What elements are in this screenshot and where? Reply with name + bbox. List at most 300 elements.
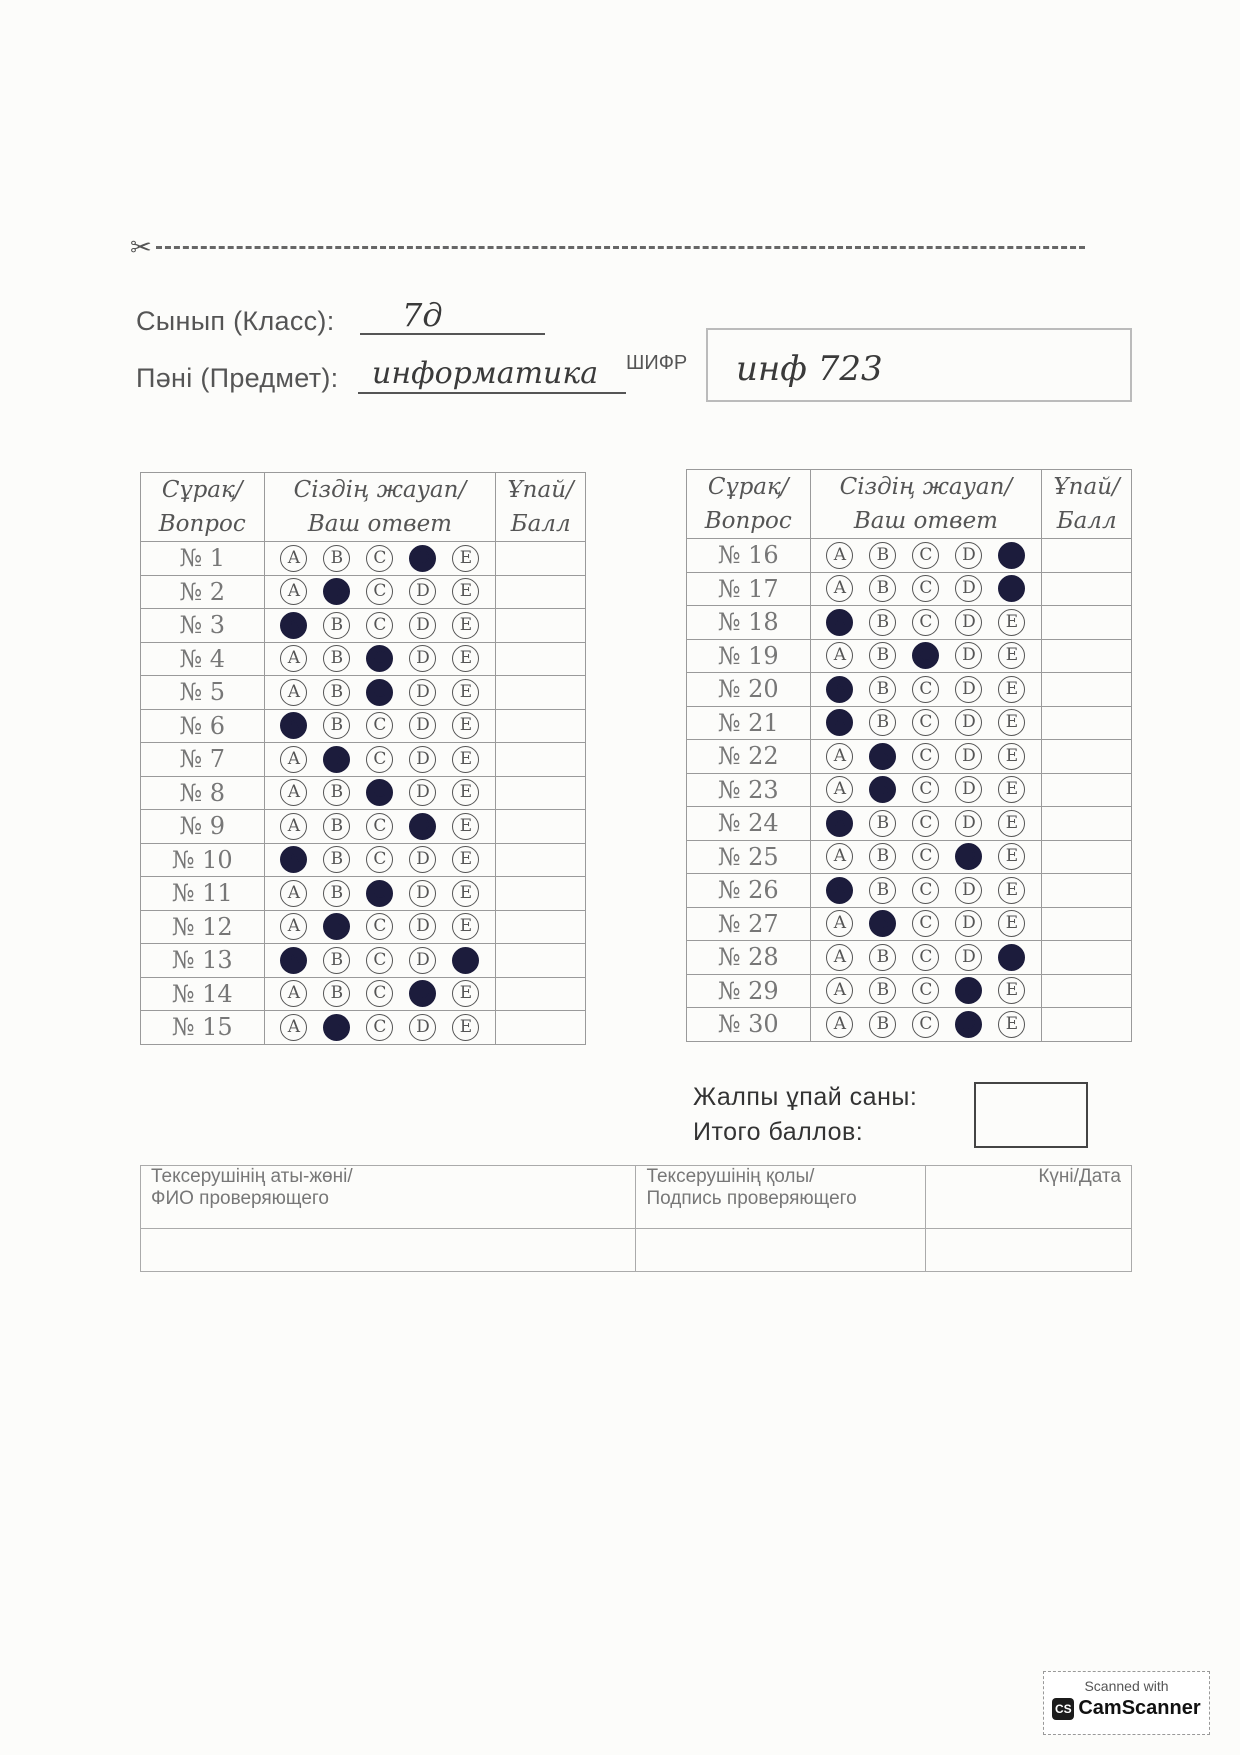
question-number: № 21 <box>687 706 811 740</box>
score-cell[interactable] <box>1042 807 1132 841</box>
answer-bubble-a[interactable]: A <box>826 810 853 837</box>
score-cell[interactable] <box>496 709 586 743</box>
score-cell[interactable] <box>1042 874 1132 908</box>
answer-row <box>687 639 1132 673</box>
answer-bubble-c[interactable]: C <box>366 578 393 605</box>
answer-bubble-c[interactable]: C <box>912 977 939 1004</box>
answer-bubble-e[interactable]: E <box>452 980 479 1007</box>
answer-bubble-d[interactable]: D <box>409 1014 436 1041</box>
answer-options <box>810 572 1042 606</box>
question-number: № 18 <box>687 606 811 640</box>
answer-bubble-a[interactable]: A <box>826 910 853 937</box>
question-header: Сұрақ/ Вопрос <box>141 473 265 542</box>
answer-bubble-d[interactable]: D <box>409 545 436 572</box>
question-number: № 28 <box>687 941 811 975</box>
answer-bubble-c[interactable]: C <box>366 947 393 974</box>
question-number: № 30 <box>687 1008 811 1042</box>
answer-options <box>810 673 1042 707</box>
score-cell[interactable] <box>496 776 586 810</box>
score-cell[interactable] <box>1042 572 1132 606</box>
score-cell[interactable] <box>1042 639 1132 673</box>
answer-row <box>687 907 1132 941</box>
answer-options <box>264 944 496 978</box>
answer-options <box>264 843 496 877</box>
answer-bubble-b[interactable]: B <box>869 776 896 803</box>
question-number: № 7 <box>141 743 265 777</box>
answer-bubble-e[interactable]: E <box>998 1011 1025 1038</box>
answer-bubble-a[interactable]: A <box>280 779 307 806</box>
answer-bubble-a[interactable]: A <box>280 1014 307 1041</box>
answer-bubble-d[interactable]: D <box>409 880 436 907</box>
answer-row <box>687 572 1132 606</box>
answer-bubble-e[interactable]: E <box>452 813 479 840</box>
answer-options <box>264 642 496 676</box>
answer-row <box>687 874 1132 908</box>
answer-bubble-e[interactable]: E <box>998 877 1025 904</box>
question-number: № 10 <box>141 843 265 877</box>
answer-options <box>264 609 496 643</box>
answer-bubble-e[interactable]: E <box>452 645 479 672</box>
question-header: Сұрақ/ Вопрос <box>687 470 811 539</box>
answer-row <box>141 843 586 877</box>
answer-bubble-c[interactable]: C <box>912 1011 939 1038</box>
answer-bubble-a[interactable]: A <box>826 776 853 803</box>
answer-row <box>141 810 586 844</box>
score-cell[interactable] <box>496 910 586 944</box>
answer-bubble-d[interactable]: D <box>955 542 982 569</box>
class-label: Сынып (Класс): <box>136 306 335 336</box>
score-cell[interactable] <box>1042 907 1132 941</box>
question-number: № 27 <box>687 907 811 941</box>
question-number: № 24 <box>687 807 811 841</box>
answer-options <box>810 907 1042 941</box>
answer-bubble-d[interactable]: D <box>409 947 436 974</box>
answer-bubble-b[interactable]: B <box>323 645 350 672</box>
answer-bubble-a[interactable]: A <box>280 645 307 672</box>
answer-bubble-d[interactable]: D <box>409 645 436 672</box>
answer-bubble-a[interactable]: A <box>280 913 307 940</box>
answer-row <box>687 1008 1132 1042</box>
answer-row <box>687 673 1132 707</box>
answer-bubble-a[interactable]: A <box>826 676 853 703</box>
answer-row <box>687 807 1132 841</box>
answer-options <box>264 776 496 810</box>
answer-table-right <box>686 469 1132 1042</box>
question-number: № 14 <box>141 977 265 1011</box>
answer-bubble-c[interactable]: C <box>912 944 939 971</box>
question-number: № 8 <box>141 776 265 810</box>
answer-bubble-e[interactable]: E <box>452 746 479 773</box>
answer-bubble-c[interactable]: C <box>912 709 939 736</box>
answer-bubble-a[interactable]: A <box>826 709 853 736</box>
answer-bubble-a[interactable]: A <box>826 843 853 870</box>
answer-bubble-e[interactable]: E <box>998 609 1025 636</box>
score-cell[interactable] <box>496 676 586 710</box>
answer-bubble-e[interactable]: E <box>998 944 1025 971</box>
answer-bubble-d[interactable]: D <box>955 642 982 669</box>
answer-bubble-b[interactable]: B <box>869 575 896 602</box>
answer-bubble-d[interactable]: D <box>409 980 436 1007</box>
answer-row <box>141 575 586 609</box>
answer-bubble-c[interactable]: C <box>912 877 939 904</box>
score-cell[interactable] <box>1042 941 1132 975</box>
answer-bubble-b[interactable]: B <box>869 1011 896 1038</box>
subject-value[interactable]: информатика <box>372 356 599 391</box>
question-number: № 19 <box>687 639 811 673</box>
answer-row <box>141 776 586 810</box>
answer-bubble-e[interactable]: E <box>998 575 1025 602</box>
question-number: № 2 <box>141 575 265 609</box>
answer-bubble-a[interactable]: A <box>826 642 853 669</box>
answer-bubble-a[interactable]: A <box>280 846 307 873</box>
answer-bubble-e[interactable]: E <box>452 880 479 907</box>
answer-row <box>687 706 1132 740</box>
answer-bubble-b[interactable]: B <box>323 578 350 605</box>
answer-header: Сіздің жауап/ Ваш ответ <box>810 470 1042 539</box>
answer-options <box>810 1008 1042 1042</box>
answer-bubble-d[interactable]: D <box>955 877 982 904</box>
question-number: № 25 <box>687 840 811 874</box>
answer-bubble-c[interactable]: C <box>366 746 393 773</box>
answer-bubble-e[interactable]: E <box>998 977 1025 1004</box>
answer-bubble-c[interactable]: C <box>912 676 939 703</box>
answer-header: Сіздің жауап/ Ваш ответ <box>264 473 496 542</box>
answer-bubble-b[interactable]: B <box>323 880 350 907</box>
subject-label: Пәні (Предмет): <box>136 363 339 393</box>
score-cell[interactable] <box>496 575 586 609</box>
score-cell[interactable] <box>496 642 586 676</box>
answer-bubble-c[interactable]: C <box>366 712 393 739</box>
score-cell[interactable] <box>1042 539 1132 573</box>
answer-row <box>141 977 586 1011</box>
scissors-icon: ✂ <box>130 232 152 262</box>
answer-bubble-b[interactable]: B <box>323 679 350 706</box>
answer-bubble-d[interactable]: D <box>409 746 436 773</box>
answer-options <box>264 743 496 777</box>
answer-options <box>810 807 1042 841</box>
answer-row <box>687 539 1132 573</box>
answer-bubble-b[interactable]: B <box>323 1014 350 1041</box>
answer-bubble-d[interactable]: D <box>409 612 436 639</box>
answer-options <box>810 740 1042 774</box>
answer-bubble-c[interactable]: C <box>912 609 939 636</box>
answer-options <box>264 877 496 911</box>
answer-bubble-e[interactable]: E <box>452 913 479 940</box>
cipher-value: инф 723 <box>736 349 883 389</box>
score-cell[interactable] <box>496 944 586 978</box>
answer-bubble-b[interactable]: B <box>869 810 896 837</box>
answer-row <box>141 910 586 944</box>
answer-bubble-a[interactable]: A <box>280 612 307 639</box>
score-cell[interactable] <box>1042 606 1132 640</box>
answer-bubble-b[interactable]: B <box>323 913 350 940</box>
answer-row <box>141 877 586 911</box>
answer-bubble-b[interactable]: B <box>323 545 350 572</box>
question-number: № 26 <box>687 874 811 908</box>
answer-bubble-d[interactable]: D <box>409 913 436 940</box>
answer-bubble-b[interactable]: B <box>869 676 896 703</box>
answer-bubble-c[interactable]: C <box>366 1014 393 1041</box>
question-number: № 29 <box>687 974 811 1008</box>
answer-bubble-d[interactable]: D <box>955 743 982 770</box>
question-number: № 15 <box>141 1011 265 1045</box>
answer-options <box>264 709 496 743</box>
answer-bubble-b[interactable]: B <box>869 609 896 636</box>
answer-options <box>810 539 1042 573</box>
question-number: № 20 <box>687 673 811 707</box>
answer-options <box>264 810 496 844</box>
answer-bubble-a[interactable]: A <box>280 712 307 739</box>
answer-bubble-a[interactable]: A <box>826 977 853 1004</box>
answer-bubble-e[interactable]: E <box>452 612 479 639</box>
answer-bubble-a[interactable]: A <box>280 746 307 773</box>
scanned-with-text: Scanned with <box>1084 1678 1169 1694</box>
cut-line <box>130 232 1085 262</box>
question-number: № 22 <box>687 740 811 774</box>
answer-row <box>687 740 1132 774</box>
answer-bubble-a[interactable]: A <box>826 609 853 636</box>
answer-bubble-e[interactable]: E <box>998 676 1025 703</box>
answer-bubble-a[interactable]: A <box>280 679 307 706</box>
score-cell[interactable] <box>496 1011 586 1045</box>
answer-options <box>264 910 496 944</box>
camscanner-logo-icon: CS <box>1052 1698 1074 1720</box>
question-number: № 12 <box>141 910 265 944</box>
answer-row <box>687 941 1132 975</box>
answer-bubble-e[interactable]: E <box>998 843 1025 870</box>
score-cell[interactable] <box>1042 1008 1132 1042</box>
answer-bubble-b[interactable]: B <box>869 542 896 569</box>
answer-bubble-b[interactable]: B <box>869 877 896 904</box>
answer-options <box>264 1011 496 1045</box>
total-label-ru: Итого баллов: <box>693 1118 864 1146</box>
subject-underline <box>358 392 626 394</box>
answer-options <box>264 575 496 609</box>
answer-row <box>687 606 1132 640</box>
answer-bubble-a[interactable]: A <box>826 575 853 602</box>
camscanner-badge <box>1043 1671 1210 1735</box>
answer-bubble-a[interactable]: A <box>826 944 853 971</box>
answer-bubble-e[interactable]: E <box>998 910 1025 937</box>
score-cell[interactable] <box>1042 673 1132 707</box>
checker-name-header: Тексерушінің аты-жөні/ ФИО проверяющего <box>141 1166 636 1229</box>
checker-sign-cell[interactable] <box>636 1229 926 1272</box>
checker-sign-header: Тексерушінің қолы/ Подпись проверяющего <box>636 1166 926 1229</box>
answer-bubble-e[interactable]: E <box>998 709 1025 736</box>
answer-row <box>141 1011 586 1045</box>
total-label-kz: Жалпы ұпай саны: <box>693 1083 918 1111</box>
answer-bubble-d[interactable]: D <box>409 578 436 605</box>
score-cell[interactable] <box>1042 840 1132 874</box>
answer-bubble-a[interactable]: A <box>280 980 307 1007</box>
question-number: № 9 <box>141 810 265 844</box>
answer-bubble-e[interactable]: E <box>998 642 1025 669</box>
answer-bubble-d[interactable]: D <box>409 779 436 806</box>
answer-bubble-d[interactable]: D <box>955 609 982 636</box>
question-number: № 3 <box>141 609 265 643</box>
answer-bubble-e[interactable]: E <box>452 679 479 706</box>
answer-bubble-c[interactable]: C <box>366 779 393 806</box>
score-cell[interactable] <box>1042 773 1132 807</box>
answer-bubble-e[interactable]: E <box>452 846 479 873</box>
question-number: № 6 <box>141 709 265 743</box>
answer-bubble-c[interactable]: C <box>912 642 939 669</box>
signature-table <box>140 1165 1132 1272</box>
score-cell[interactable] <box>496 843 586 877</box>
date-cell[interactable] <box>926 1229 1132 1272</box>
answer-bubble-e[interactable]: E <box>998 776 1025 803</box>
score-header: Ұпай/ Балл <box>496 473 586 542</box>
answer-bubble-e[interactable]: E <box>452 1014 479 1041</box>
score-cell[interactable] <box>496 810 586 844</box>
answer-bubble-d[interactable]: D <box>955 676 982 703</box>
answer-bubble-b[interactable]: B <box>869 977 896 1004</box>
answer-row <box>141 944 586 978</box>
answer-options <box>810 773 1042 807</box>
answer-bubble-b[interactable]: B <box>869 910 896 937</box>
answer-options <box>810 874 1042 908</box>
score-cell[interactable] <box>496 877 586 911</box>
answer-bubble-e[interactable]: E <box>452 578 479 605</box>
answer-bubble-c[interactable]: C <box>912 743 939 770</box>
answer-bubble-c[interactable]: C <box>912 910 939 937</box>
question-number: № 23 <box>687 773 811 807</box>
answer-bubble-b[interactable]: B <box>869 709 896 736</box>
answer-options <box>810 639 1042 673</box>
answer-bubble-d[interactable]: D <box>409 846 436 873</box>
answer-bubble-b[interactable]: B <box>869 743 896 770</box>
score-cell[interactable] <box>1042 974 1132 1008</box>
cipher-label: ШИФР <box>626 352 688 374</box>
question-number: № 16 <box>687 539 811 573</box>
answer-bubble-c[interactable]: C <box>366 679 393 706</box>
answer-bubble-a[interactable]: A <box>280 813 307 840</box>
answer-bubble-e[interactable]: E <box>998 810 1025 837</box>
answer-bubble-c[interactable]: C <box>912 542 939 569</box>
answer-bubble-a[interactable]: A <box>280 947 307 974</box>
class-value[interactable]: 7д <box>402 296 443 334</box>
answer-bubble-c[interactable]: C <box>366 980 393 1007</box>
answer-row <box>141 609 586 643</box>
answer-bubble-d[interactable]: D <box>955 776 982 803</box>
answer-row <box>141 676 586 710</box>
answer-bubble-a[interactable]: A <box>826 743 853 770</box>
answer-bubble-c[interactable]: C <box>912 843 939 870</box>
dashed-line <box>156 246 1085 249</box>
answer-bubble-d[interactable]: D <box>955 575 982 602</box>
answer-options <box>810 840 1042 874</box>
answer-bubble-e[interactable]: E <box>452 947 479 974</box>
question-number: № 13 <box>141 944 265 978</box>
answer-bubble-a[interactable]: A <box>826 877 853 904</box>
answer-bubble-c[interactable]: C <box>912 776 939 803</box>
class-underline <box>360 333 545 335</box>
question-number: № 1 <box>141 542 265 576</box>
answer-bubble-c[interactable]: C <box>366 880 393 907</box>
answer-bubble-d[interactable]: D <box>955 977 982 1004</box>
total-score-box[interactable] <box>974 1082 1088 1148</box>
answer-bubble-c[interactable]: C <box>366 612 393 639</box>
score-cell[interactable] <box>1042 706 1132 740</box>
answer-bubble-e[interactable]: E <box>998 743 1025 770</box>
answer-options <box>264 977 496 1011</box>
answer-row <box>687 840 1132 874</box>
question-number: № 4 <box>141 642 265 676</box>
score-cell[interactable] <box>496 743 586 777</box>
answer-bubble-b[interactable]: B <box>323 612 350 639</box>
answer-options <box>264 676 496 710</box>
answer-row <box>141 642 586 676</box>
answer-bubble-b[interactable]: B <box>323 746 350 773</box>
checker-name-cell[interactable] <box>141 1229 636 1272</box>
answer-bubble-e[interactable]: E <box>452 545 479 572</box>
score-cell[interactable] <box>496 542 586 576</box>
answer-bubble-a[interactable]: A <box>826 542 853 569</box>
score-cell[interactable] <box>496 609 586 643</box>
answer-bubble-b[interactable]: B <box>323 779 350 806</box>
answer-row <box>687 773 1132 807</box>
answer-bubble-d[interactable]: D <box>409 679 436 706</box>
answer-bubble-d[interactable]: D <box>409 813 436 840</box>
answer-bubble-e[interactable]: E <box>998 542 1025 569</box>
answer-bubble-a[interactable]: A <box>280 578 307 605</box>
answer-bubble-d[interactable]: D <box>955 709 982 736</box>
answer-row <box>141 743 586 777</box>
answer-options <box>810 941 1042 975</box>
answer-bubble-b[interactable]: B <box>323 947 350 974</box>
answer-options <box>264 542 496 576</box>
answer-options <box>810 974 1042 1008</box>
answer-bubble-e[interactable]: E <box>452 779 479 806</box>
answer-bubble-a[interactable]: A <box>826 1011 853 1038</box>
answer-bubble-a[interactable]: A <box>280 880 307 907</box>
answer-bubble-e[interactable]: E <box>452 712 479 739</box>
date-header: Күні/Дата <box>926 1166 1132 1229</box>
answer-bubble-b[interactable]: B <box>323 712 350 739</box>
answer-bubble-d[interactable]: D <box>955 810 982 837</box>
answer-bubble-d[interactable]: D <box>955 944 982 971</box>
camscanner-name: CamScanner <box>1078 1697 1201 1719</box>
answer-row <box>687 974 1132 1008</box>
answer-bubble-a[interactable]: A <box>280 545 307 572</box>
score-cell[interactable] <box>496 977 586 1011</box>
answer-row <box>141 542 586 576</box>
answer-bubble-b[interactable]: B <box>323 846 350 873</box>
answer-options <box>810 606 1042 640</box>
question-number: № 5 <box>141 676 265 710</box>
answer-bubble-d[interactable]: D <box>955 1011 982 1038</box>
answer-bubble-c[interactable]: C <box>366 645 393 672</box>
answer-bubble-d[interactable]: D <box>409 712 436 739</box>
answer-options <box>810 706 1042 740</box>
score-cell[interactable] <box>1042 740 1132 774</box>
answer-bubble-b[interactable]: B <box>869 944 896 971</box>
answer-row <box>141 709 586 743</box>
answer-bubble-d[interactable]: D <box>955 910 982 937</box>
answer-bubble-b[interactable]: B <box>323 813 350 840</box>
answer-bubble-c[interactable]: C <box>912 575 939 602</box>
answer-bubble-c[interactable]: C <box>912 810 939 837</box>
answer-bubble-b[interactable]: B <box>323 980 350 1007</box>
answer-bubble-c[interactable]: C <box>366 545 393 572</box>
answer-bubble-b[interactable]: B <box>869 843 896 870</box>
answer-table-left <box>140 472 586 1045</box>
answer-bubble-c[interactable]: C <box>366 913 393 940</box>
answer-bubble-b[interactable]: B <box>869 642 896 669</box>
answer-bubble-c[interactable]: C <box>366 813 393 840</box>
answer-bubble-c[interactable]: C <box>366 846 393 873</box>
answer-bubble-d[interactable]: D <box>955 843 982 870</box>
